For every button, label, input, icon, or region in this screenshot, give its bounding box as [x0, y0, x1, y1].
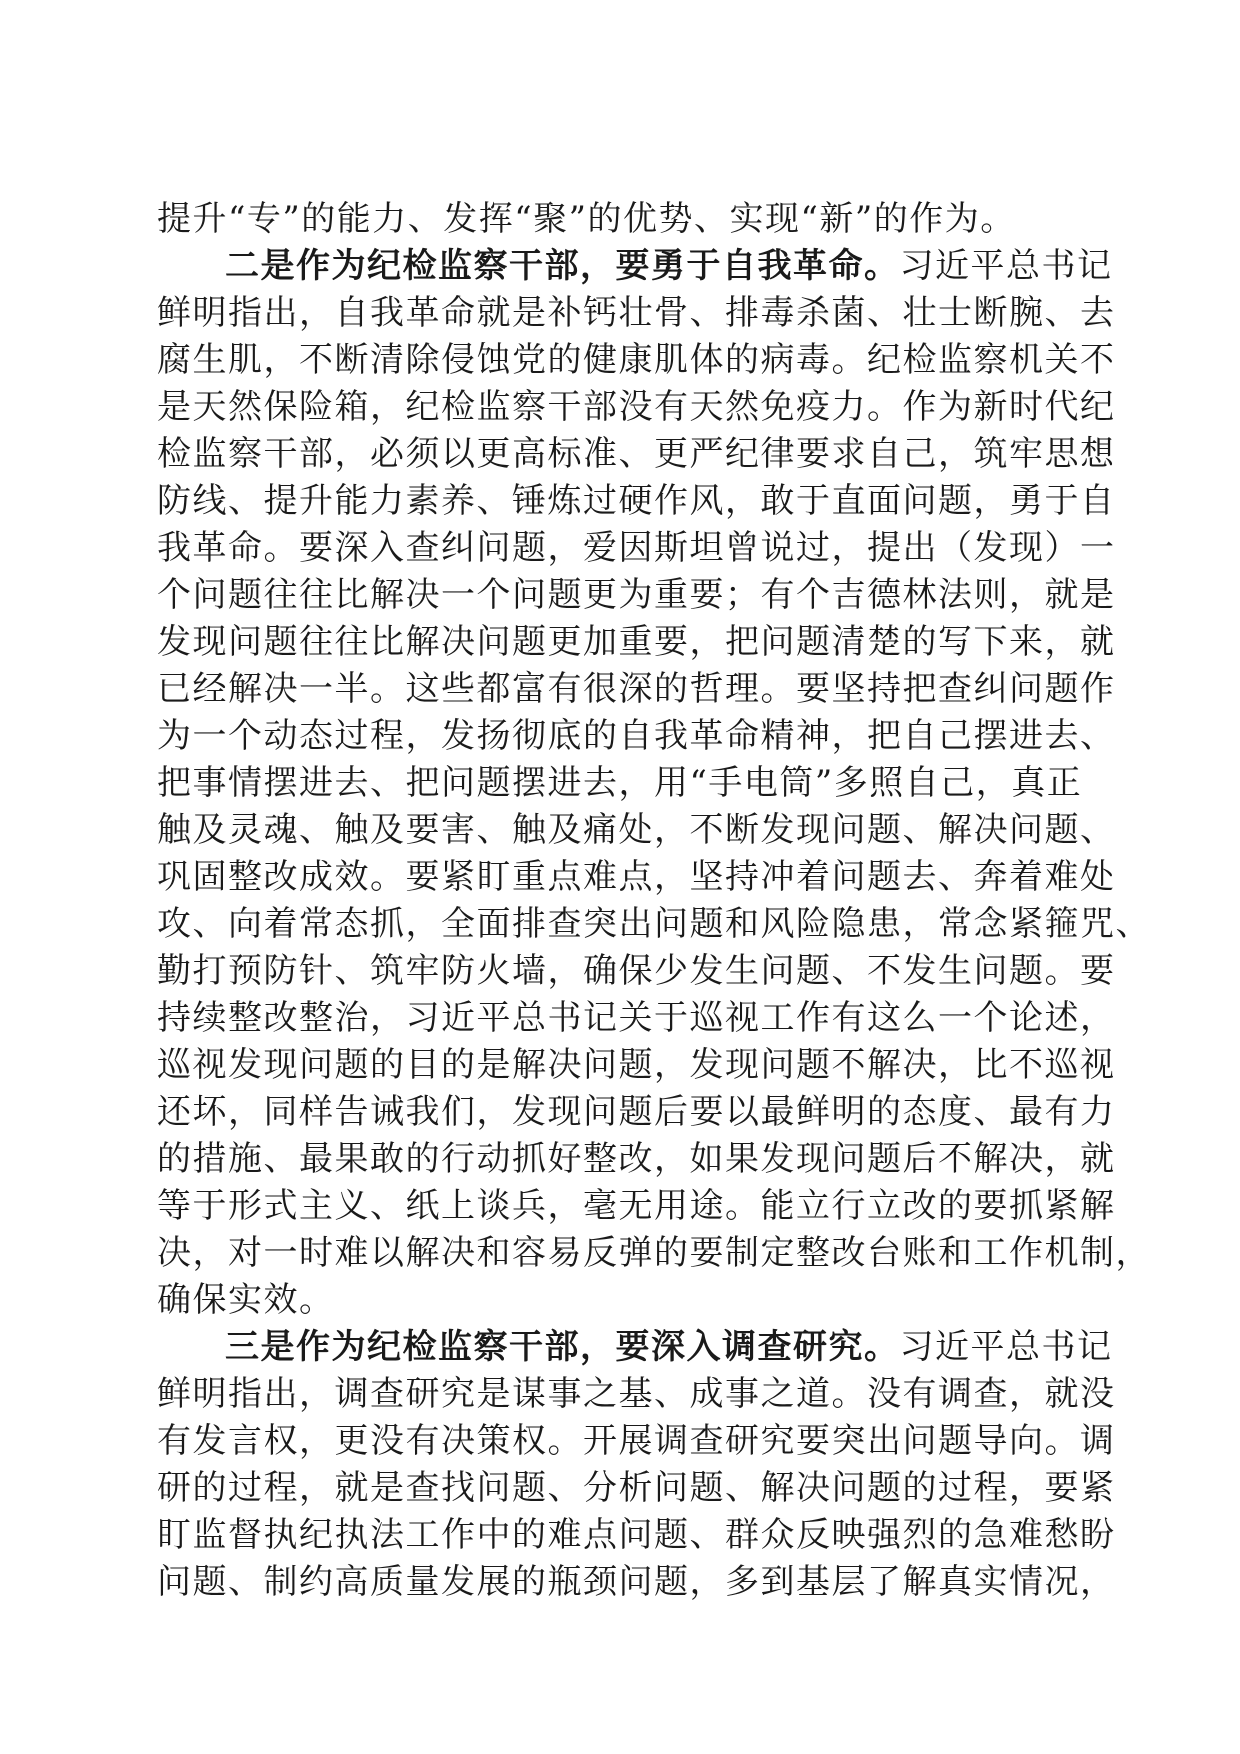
- text-line: 问题、制约高质量发展的瓶颈问题，多到基层了解真实情况，: [157, 1562, 1116, 1602]
- text-line: 把事情摆进去、把问题摆进去，用“手电筒”多照自己，真正: [157, 763, 1083, 803]
- text-line: 防线、提升能力素养、锤炼过硬作风，敢于直面问题，勇于自: [157, 481, 1116, 521]
- section-heading: 三是作为纪检监察干部，要深入调查研究。: [225, 1327, 900, 1367]
- text-line: 发现问题往往比解决问题更加重要，把问题清楚的写下来，就: [157, 622, 1116, 662]
- text-line: 还坏，同样告诫我们，发现问题后要以最鲜明的态度、最有力: [157, 1092, 1116, 1132]
- text-line: 是天然保险箱，纪检监察干部没有天然免疫力。作为新时代纪: [157, 387, 1116, 427]
- text-span: 习近平总书记: [899, 246, 1113, 286]
- text-line: 决，对一时难以解决和容易反弹的要制定整改台账和工作机制，: [157, 1233, 1151, 1273]
- document-body: [157, 196, 1151, 1606]
- text-line: 鲜明指出，自我革命就是补钙壮骨、排毒杀菌、壮士断腕、去: [157, 293, 1116, 333]
- text-line: 提升“专”的能力、发挥“聚”的优势、实现“新”的作为。: [157, 199, 1016, 239]
- section-heading: 二是作为纪检监察干部，要勇于自我革命。: [225, 246, 900, 286]
- text-line: 攻、向着常态抓，全面排查突出问题和风险隐患，常念紧箍咒、: [157, 904, 1151, 944]
- section-heading-line: [157, 243, 1113, 290]
- text-line: 为一个动态过程，发扬彻底的自我革命精神，把自己摆进去、: [157, 716, 1116, 756]
- text-line: 鲜明指出，调查研究是谋事之基、成事之道。没有调查，就没: [157, 1374, 1116, 1414]
- text-line: 确保实效。: [157, 1280, 335, 1320]
- text-line: 勤打预防针、筑牢防火墙，确保少发生问题、不发生问题。要: [157, 951, 1116, 991]
- text-line: 的措施、最果敢的行动抓好整改，如果发现问题后不解决，就: [157, 1139, 1116, 1179]
- text-line: 研的过程，就是查找问题、分析问题、解决问题的过程，要紧: [157, 1468, 1116, 1508]
- text-line: 检监察干部，必须以更高标准、更严纪律要求自己，筑牢思想: [157, 434, 1116, 474]
- text-line: 个问题往往比解决一个问题更为重要；有个吉德林法则，就是: [157, 575, 1116, 615]
- text-line: 盯监督执纪执法工作中的难点问题、群众反映强烈的急难愁盼: [157, 1515, 1116, 1555]
- text-span: 习近平总书记: [899, 1327, 1113, 1367]
- text-line: 触及灵魂、触及要害、触及痛处，不断发现问题、解决问题、: [157, 810, 1116, 850]
- text-line: 我革命。要深入查纠问题，爱因斯坦曾说过，提出（发现）一: [157, 528, 1116, 568]
- text-line: 巩固整改成效。要紧盯重点难点，坚持冲着问题去、奔着难处: [157, 857, 1116, 897]
- section-heading-line: [157, 1324, 1113, 1371]
- text-line: 等于形式主义、纸上谈兵，毫无用途。能立行立改的要抓紧解: [157, 1186, 1116, 1226]
- text-line: 持续整改整治，习近平总书记关于巡视工作有这么一个论述，: [157, 998, 1116, 1038]
- text-line: 巡视发现问题的目的是解决问题，发现问题不解决，比不巡视: [157, 1045, 1116, 1085]
- text-line: 已经解决一半。这些都富有很深的哲理。要坚持把查纠问题作: [157, 669, 1116, 709]
- text-line: 腐生肌，不断清除侵蚀党的健康肌体的病毒。纪检监察机关不: [157, 340, 1116, 380]
- text-line: 有发言权，更没有决策权。开展调查研究要突出问题导向。调: [157, 1421, 1116, 1461]
